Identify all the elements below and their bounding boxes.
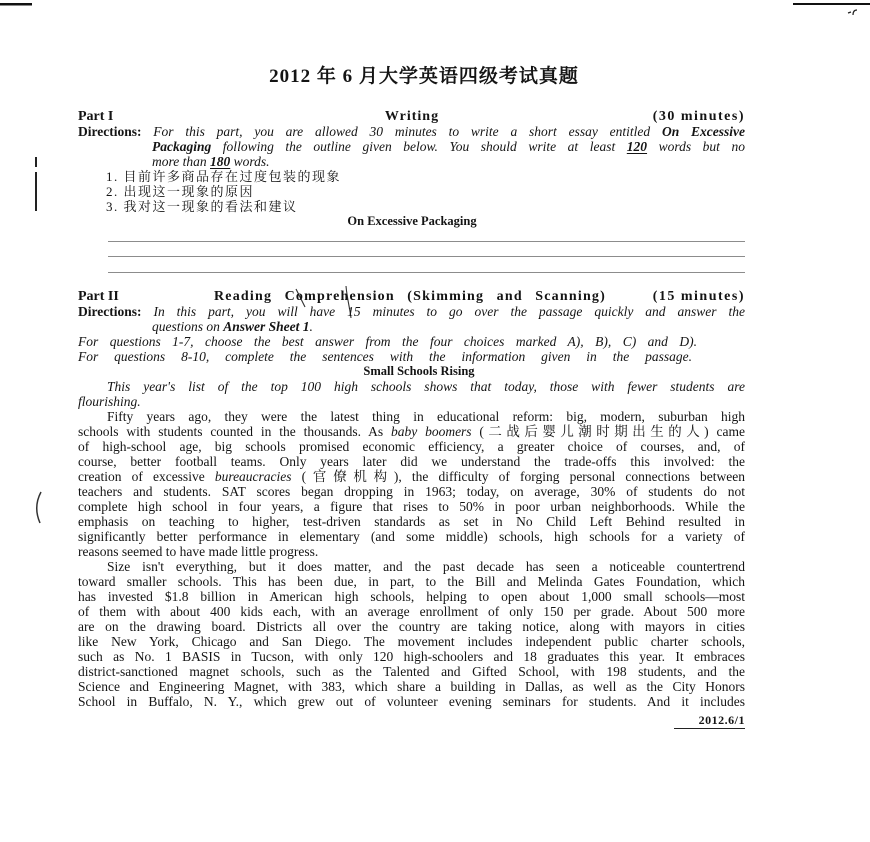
essay-title-reference: Packaging <box>152 139 212 154</box>
answer-line <box>108 256 745 257</box>
margin-bracket-mark <box>37 492 41 523</box>
part2-header <box>0 289 870 305</box>
answer-line <box>108 241 745 242</box>
directions-text: . <box>309 319 313 334</box>
answer-line <box>108 272 745 273</box>
passage-lead <box>78 379 745 409</box>
min-word-count: 120 <box>626 139 648 154</box>
passage-text: schools with students counted in the thousands. As <box>78 424 391 439</box>
passage-line: Science and Engineering Magnet, with 383, which share a building in Dallas, as well as the City Honors <box>78 679 745 694</box>
part1-label: Part I <box>78 109 114 124</box>
part2-directions <box>78 304 745 334</box>
passage-line: reasons seemed to have made little progress. <box>78 544 319 559</box>
directions-text: following the outline given below. You should write at least <box>211 139 627 154</box>
directions-text: more than <box>152 154 210 169</box>
exam-title: 2012 年 6 月大学英语四级考试真题 <box>269 66 579 87</box>
passage-line: of them with about 400 kids each, with an average enrollment of only 150 per grade. About 500 more <box>78 604 745 619</box>
passage-line: of high-school age, big schools promised economic efficiency, a greater choice of courses, and, of <box>78 439 745 454</box>
page-number: 2012.6/1 <box>674 712 745 729</box>
answer-sheet-reference: Answer Sheet 1 <box>223 319 310 334</box>
passage-paragraph <box>78 559 745 709</box>
passage-line: course, better football teams. Only years later did we understand the trade-offs this involved: the <box>78 454 745 469</box>
passage-line: Fifty years ago, they were the latest thing in educational reform: big, modern, suburban high <box>107 409 745 424</box>
passage-line: district-sanctioned magnet schools, such as the Talented and Gifted School, with 198 students, and the <box>78 664 745 679</box>
outline-item: 3. 我对这一现象的看法和建议 <box>106 199 298 214</box>
part2-label: Part II <box>78 289 119 304</box>
max-word-count: 180 <box>210 154 231 169</box>
passage-line: This year's list of the top 100 high schools shows that today, those with fewer students are <box>107 379 745 394</box>
outline-item: 2. 出现这一现象的原因 <box>106 184 255 199</box>
essay-title-reference: On Excessive <box>661 124 745 139</box>
essay-title: On Excessive Packaging <box>347 214 477 228</box>
passage-text: (官僚机构), the difficulty of forging personal connections between <box>291 469 745 484</box>
directions-text: words but no <box>647 139 745 154</box>
directions-label: Directions: <box>78 304 142 319</box>
passage-title: Small Schools Rising <box>363 364 475 378</box>
directions-line <box>152 139 745 154</box>
passage-line <box>78 424 745 439</box>
passage-line: like New York, Chicago and San Diego. The movement includes independent public charter schools, <box>78 634 745 649</box>
part1-time-limit: (30 minutes) <box>652 109 745 124</box>
passage-line: such as No. 1 BASIS in Tucson, with only 120 high-schoolers and 18 graduates this year. It embraces <box>78 649 745 664</box>
writing-outline <box>106 169 526 214</box>
passage-text: creation of excessive <box>78 469 215 484</box>
directions-line <box>78 124 745 139</box>
part1-section-title: Writing <box>384 109 440 124</box>
directions-text: In this part, you will have 15 minutes to go over the passage quickly and answer the <box>141 304 745 319</box>
part1-header <box>0 109 870 125</box>
question-instructions <box>78 334 745 364</box>
directions-text: questions on <box>152 319 224 334</box>
part2-section-title: Reading Comprehension (Skimming and Scanning) <box>214 289 606 304</box>
instruction-line: For questions 8-10, complete the sentences with the information given in the passage. <box>78 349 692 364</box>
directions-text: words. <box>230 154 270 169</box>
scan-speck-top-right <box>848 10 857 15</box>
scan-edge-mark-top-left <box>0 3 32 6</box>
passage-line: significantly better performance in elementary (and some middle) schools, high schools for a variety of <box>78 529 745 544</box>
directions-label: Directions: <box>78 124 142 139</box>
passage-line <box>78 469 745 484</box>
directions-line <box>152 154 745 169</box>
outline-item: 1. 目前许多商品存在过度包装的现象 <box>106 169 342 184</box>
instruction-line: For questions 1-7, choose the best answer from the four choices marked A), B), C) and D). <box>78 334 697 349</box>
passage-paragraph <box>78 409 745 559</box>
passage-line: complete high school in four years, a figure that rises to 50% in poor urban neighborhoods. While the <box>78 499 745 514</box>
glossed-term: baby boomers <box>390 424 472 439</box>
part2-time-limit: (15 minutes) <box>652 289 745 304</box>
directions-text: For this part, you are allowed 30 minutes to write a short essay entitled <box>141 124 662 139</box>
passage-line: School in Buffalo, N. Y., which grew out of volunteer evening seminars for students. And it includes <box>78 694 745 709</box>
passage-text: (二战后婴儿潮时期出生的人) came <box>471 424 746 439</box>
passage-line: emphasis on teaching to higher, test-driven standards as set in No Child Left Behind resulted in <box>78 514 745 529</box>
directions-line <box>152 319 745 334</box>
passage-line: Size isn't everything, but it does matter, and the past decade has seen a noticeable countertrend <box>107 559 745 574</box>
passage-line: are on the drawing board. Districts all over the country are taking notice, along with mayors in cities <box>78 619 745 634</box>
glossed-term: bureaucracies <box>214 469 292 484</box>
passage-line: teachers and students. SAT scores began dropping in 1963; today, on average, 30% of students do not <box>78 484 745 499</box>
passage-line: has invested $1.8 billion in American high schools, helping to open about 1,000 small schools—most <box>78 589 745 604</box>
directions-line <box>78 304 745 319</box>
passage-line: flourishing. <box>78 394 141 409</box>
passage-line: toward smaller schools. This has been due, in part, to the Bill and Melinda Gates Foundation, which <box>78 574 745 589</box>
part1-directions <box>78 124 745 169</box>
scan-edge-mark-top-right <box>793 3 870 5</box>
